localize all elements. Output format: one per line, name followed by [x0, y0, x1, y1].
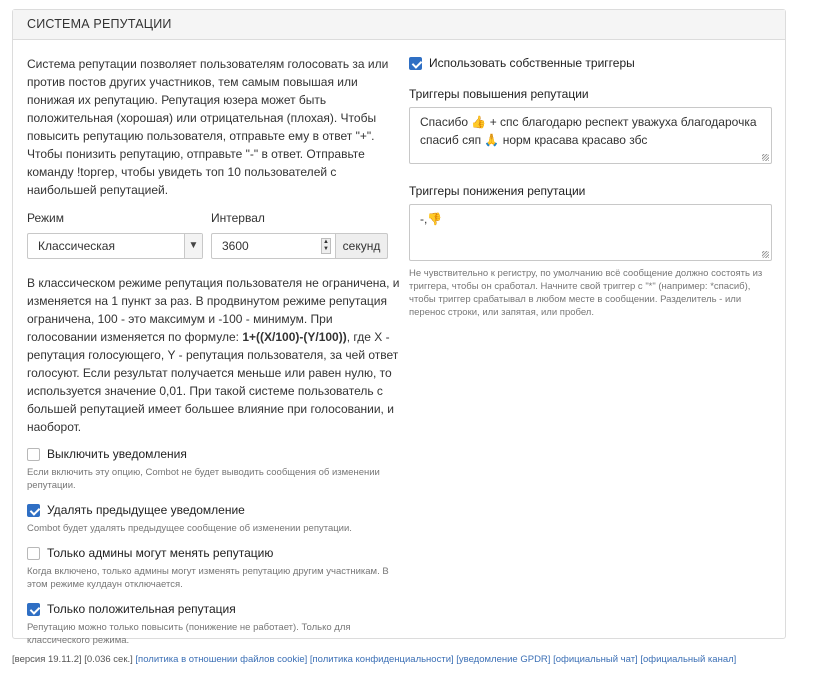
disable-notifications-label[interactable]: Выключить уведомления — [47, 447, 187, 461]
footer-version: [версия 19.11.2] [0.036 сек.] — [12, 654, 133, 665]
option-positive-only — [27, 601, 403, 647]
footer-link-gdpr[interactable]: [уведомление GPDR] — [456, 654, 551, 665]
down-triggers-label: Триггеры понижения репутации — [409, 184, 586, 198]
delete-previous-checkbox[interactable] — [27, 504, 40, 517]
footer — [12, 654, 736, 665]
resize-grip-icon[interactable] — [762, 154, 769, 161]
option-delete-previous — [27, 502, 403, 535]
up-triggers-textarea[interactable] — [409, 107, 772, 164]
down-triggers-value: -,👎 — [420, 212, 443, 226]
own-triggers-checkbox[interactable] — [409, 57, 422, 70]
interval-unit: секунд — [335, 233, 388, 259]
panel-title: СИСТЕМА РЕПУТАЦИИ — [13, 10, 785, 40]
own-triggers-option — [409, 55, 772, 73]
disable-notifications-hint: Если включить эту опцию, Combot не будет выводить сообщения об изменении репутации. — [27, 467, 380, 491]
footer-link-chat[interactable]: [официальный чат] — [553, 654, 638, 665]
triggers-hint: Не чувствительно к регистру, по умолчанию всё сообщение должно состоять из триггера, чтобы он сработал. Начните свой триггер с "*" (например: *спасиб), чтобы триггер срабатывал в любом месте в сообщении. Разделитель - или перенос строки, или запятая, или пробел. — [409, 268, 763, 318]
mode-select[interactable] — [27, 233, 203, 259]
delete-previous-label[interactable]: Удалять предыдущее уведомление — [47, 503, 245, 517]
up-triggers-label: Триггеры повышения репутации — [409, 87, 589, 101]
left-column — [27, 55, 403, 647]
admins-only-hint: Когда включено, только админы могут изменять репутацию другим участникам. В этом режиме кулдаун отключается. — [27, 566, 389, 590]
mode-select-value: Классическая — [38, 239, 115, 253]
interval-label: Интервал — [211, 211, 265, 225]
disable-notifications-checkbox[interactable] — [27, 448, 40, 461]
footer-link-cookie[interactable]: [политика в отношении файлов cookie] — [135, 654, 308, 665]
reputation-panel — [12, 9, 786, 646]
option-admins-only — [27, 545, 403, 591]
positive-only-label[interactable]: Только положительная репутация — [47, 602, 236, 616]
footer-link-privacy[interactable]: [политика конфиденциальности] — [309, 654, 454, 665]
chevron-down-icon[interactable]: ▼ — [184, 234, 202, 258]
spinner-icon[interactable]: ▲ ▼ — [321, 238, 331, 254]
mode-label: Режим — [27, 211, 64, 225]
mode-desc-after: , где X - репутация голосующего, Y - репутация пользователя, за чей ответ голосуют. Если результат получается меньше или равен нулю, то используется значение 0,01. При такой системе пользователь с большей репутацией имеет большее влияние при голосовании, и наоборот. — [27, 330, 399, 434]
reputation-description: Система репутации позволяет пользователям голосовать за или против постов других участников, тем самым повышая или понижая их репутацию. Репутация юзера может быть положительная (хорошая) или отрицательная (плохая). Чтобы повысить репутацию пользователя, отправьте ему в ответ "+". Чтобы понизить репутацию, отправьте "-" в ответ. Отправьте команду !topгер, чтобы увидеть топ 10 пользователей с наибольшей репутацией. — [27, 57, 389, 197]
up-triggers-value: Спасибо 👍 + спс благодарю респект уважуха благодарочка спасиб сяп 🙏 норм красава красаво збс — [420, 115, 757, 147]
own-triggers-label[interactable]: Использовать собственные триггеры — [429, 56, 635, 70]
option-disable-notifications — [27, 446, 403, 492]
down-triggers-textarea[interactable] — [409, 204, 772, 261]
interval-input[interactable] — [211, 233, 336, 259]
positive-only-checkbox[interactable] — [27, 603, 40, 616]
mode-description — [27, 274, 403, 436]
positive-only-hint: Репутацию можно только повысить (понижение не работает). Только для классического режима. — [27, 622, 351, 646]
admins-only-label[interactable]: Только админы могут менять репутацию — [47, 546, 274, 560]
right-column — [409, 55, 772, 319]
resize-grip-icon[interactable] — [762, 251, 769, 258]
mode-desc-before: В классическом режиме репутация пользователя не ограничена, и изменяется на 1 пункт за раз. В продвинутом режиме репутация ограничена, 100 - это максимум и -100 - минимум. При голосовании изменяется по формуле: — [27, 276, 400, 344]
admins-only-checkbox[interactable] — [27, 547, 40, 560]
formula: 1+((X/100)-(Y/100)) — [242, 330, 347, 344]
delete-previous-hint: Combot будет удалять предыдущее сообщение об изменении репутации. — [27, 523, 352, 534]
footer-link-channel[interactable]: [официальный канал] — [640, 654, 737, 665]
interval-value: 3600 — [222, 239, 249, 253]
